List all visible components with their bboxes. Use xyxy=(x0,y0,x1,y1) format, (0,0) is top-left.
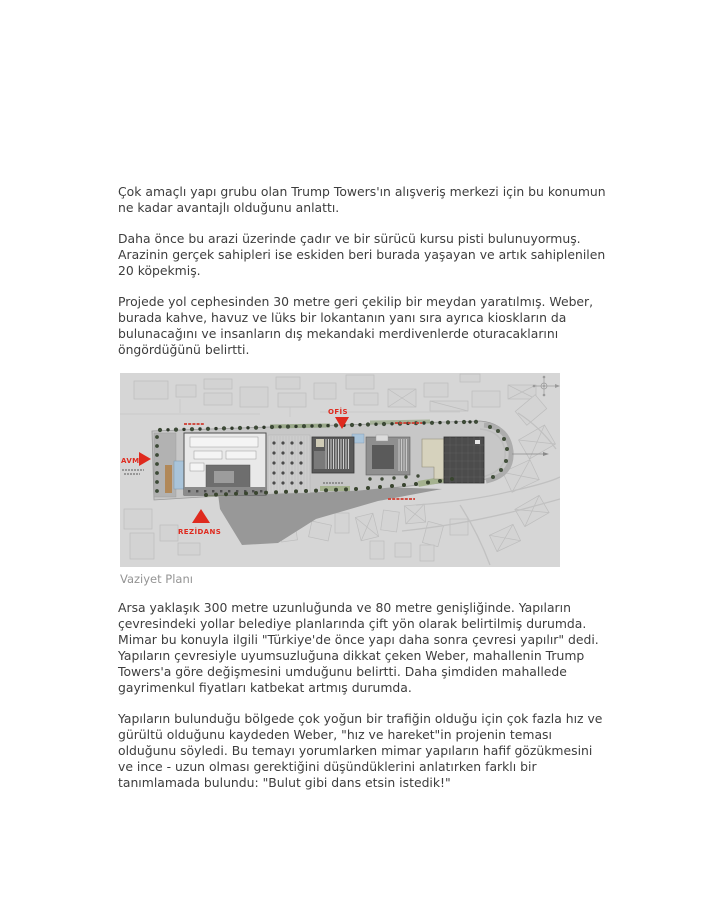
article-paragraph: Daha önce bu arazi üzerinde çadır ve bir sürücü kursu pisti bulunuyormuş. Arazinin gerçek sahipleri ise eskiden beri burada yaşayan ve artık sahiplenilen 20 köpekmiş. xyxy=(118,231,606,278)
site-plan-image xyxy=(120,373,560,567)
site-plan-figure xyxy=(120,373,560,586)
article-paragraph: Çok amaçlı yapı grubu olan Trump Towers'ın alışveriş merkezi için bu konumun ne kadar avantajlı olduğunu anlattı. xyxy=(118,184,606,215)
figure-caption: Vaziyet Planı xyxy=(120,572,193,586)
article-paragraph: Arsa yaklaşık 300 metre uzunluğunda ve 80 metre genişliğinde. Yapıların çevresindeki yollar belediye planlarında çift yön olarak belirtilmiş durumda. Mimar bu konuyla ilgili "Türkiye'de önce yapı daha sonra çevresi yapılır" dedi. Yapıların çevresiyle uyumsuzluğuna dikkat çeken Weber, mahallenin Trump Towers'a göre değişmesini umduğunu belirtti. Daha şimdiden mahallede gayrimenkul fiyatları katbekat artmış durumda. xyxy=(118,600,599,695)
plan-label-rezidans: REZİDANS xyxy=(178,528,222,536)
article-paragraph: Yapıların bulunduğu bölgede çok yoğun bir trafiğin olduğu için çok fazla hız ve gürültü olduğunu kaydeden Weber, "hız ve hareket"in projenin teması olduğunu söyledi. Bu temayı yorumlarken mimar yapıların hafif gözükmesini ve ince - uzun olması gerektiğini düşündüklerini anlatırken farklı bir tanımlamada bulundu: "Bulut gibi dans etsin istedik!" xyxy=(118,711,603,790)
article-paragraph: Projede yol cephesinden 30 metre geri çekilip bir meydan yaratılmış. Weber, burada kahve, havuz ve lüks bir lokantanın yanı sıra ayrıca kioskların da bulunacağını ve insanların dış mekandaki merdivenlerde oturacaklarını öngördüğünü belirtti. xyxy=(118,294,594,357)
article-body xyxy=(118,184,610,806)
plan-label-avm: AVM xyxy=(121,457,140,465)
plan-label-ofis: OFİS xyxy=(328,408,348,416)
